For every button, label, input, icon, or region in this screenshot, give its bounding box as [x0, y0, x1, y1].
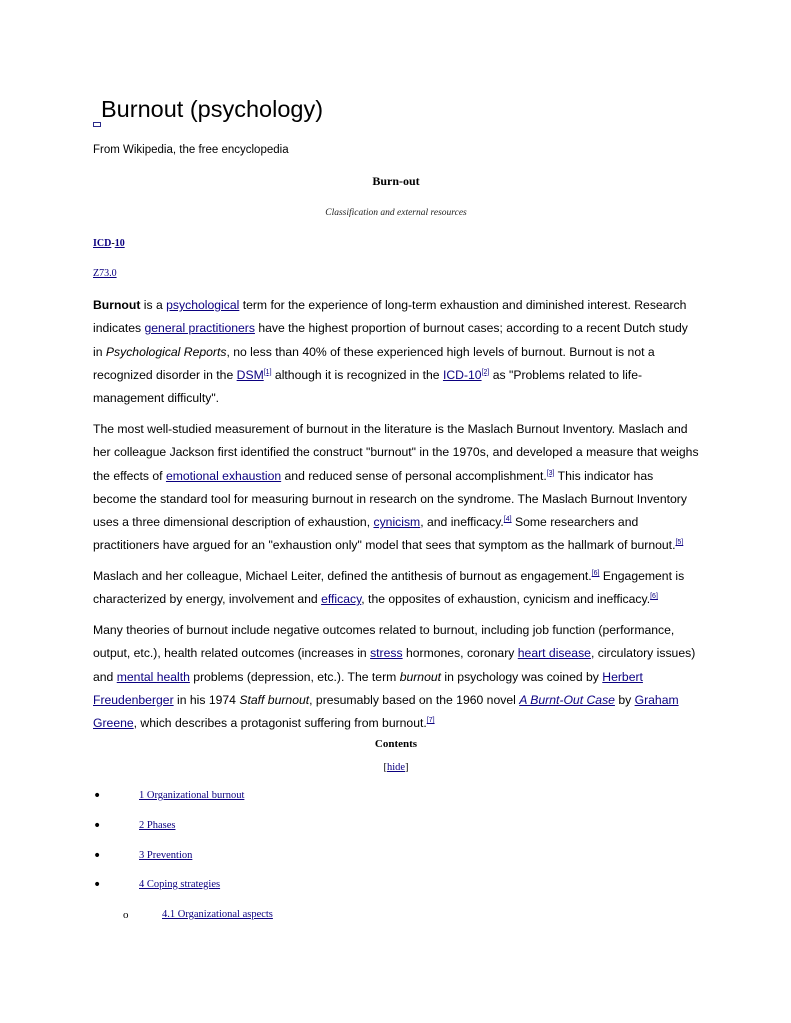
text: as "Problems related to life-management difficulty". [93, 367, 643, 406]
circle-bullet-icon: o [123, 909, 129, 921]
link-herbert-freudenberger[interactable]: Herbert Freudenberger [93, 669, 643, 707]
ref-link[interactable]: [3] [546, 469, 555, 477]
infobox-title: Burn-out [372, 174, 420, 188]
bracket: ] [405, 762, 409, 773]
link-efficacy[interactable]: efficacy [321, 592, 362, 607]
text: hormones, coronary [402, 646, 518, 661]
paragraph-outcomes [93, 619, 699, 735]
icd-code-link[interactable]: Z73.0 [93, 268, 117, 279]
link-a-burnt-out-case[interactable]: A Burnt-Out Case [519, 692, 615, 707]
toc-hide-link[interactable]: hide [386, 762, 406, 773]
ref-link[interactable]: [7] [426, 717, 435, 725]
ref-link[interactable]: [5] [675, 539, 684, 547]
text: Engagement is characterized by energy, involvement and [93, 569, 685, 607]
text: , which describes a protagonist suffering from burnout. [133, 716, 427, 731]
link-icd-10[interactable]: ICD-10 [442, 367, 482, 382]
link-mental-health[interactable]: mental health [116, 669, 190, 684]
reference-1 [264, 369, 272, 376]
tagline: From Wikipedia, the free encyclopedia [93, 144, 289, 156]
text: is a [140, 298, 167, 312]
toc-link-organizational-aspects[interactable]: 4.1 Organizational aspects [162, 909, 273, 920]
icd-separator: - [111, 238, 115, 249]
text: , presumably based on the 1960 novel [309, 692, 520, 707]
text: in psychology was coined by [441, 669, 603, 684]
ref-link[interactable]: [2] [481, 368, 490, 376]
text: in his 1974 [173, 692, 240, 707]
text: although it is recognized in the [271, 367, 443, 382]
toc-link-prevention[interactable]: 3 Prevention [139, 850, 193, 861]
toc-link-phases[interactable]: 2 Phases [139, 820, 176, 831]
toc-title: Contents [374, 738, 418, 750]
italic-text: Psychological Reports [105, 344, 227, 359]
icd-code [93, 268, 117, 279]
ref-link[interactable]: [6] [650, 593, 658, 601]
toc-item [93, 790, 393, 806]
text: Some researchers and practitioners have argued for an "exhaustion only" model that sees that symptom as the hallmark of burnout. [93, 515, 676, 553]
bullet-icon: • [93, 788, 102, 804]
italic-text: Staff burnout [239, 692, 310, 707]
link-heart-disease[interactable]: heart disease [517, 646, 591, 661]
text: by [614, 692, 635, 707]
link-graham-greene[interactable]: Graham Greene [93, 692, 679, 731]
text: , circulatory issues) and [93, 646, 696, 684]
link-general-practitioners[interactable]: general practitioners [144, 321, 255, 336]
link-cynicism[interactable]: cynicism [373, 515, 421, 530]
reference-6b [650, 593, 658, 600]
toc-subitem [93, 909, 393, 925]
reference-4 [504, 516, 512, 523]
text: The most well-studied measurement of burnout in the literature is the Maslach Burnout Inventory. Maslach and her colleague Jackson first identified the construct "burnout" in the 1970s, and developed a measure that weighs the effects of [93, 422, 699, 483]
text: term for the experience of long-term exhaustion and diminished interest. Research indicates [93, 298, 687, 336]
page-title: Burnout (psychology) [101, 96, 324, 122]
bold-term: Burnout [93, 298, 141, 312]
text: and reduced sense of personal accomplishment. [281, 468, 547, 483]
icd-version-link[interactable]: 10 [114, 238, 125, 249]
paragraph-engagement [93, 565, 699, 612]
text: problems (depression, etc.). The term [189, 669, 400, 684]
icd-link[interactable]: ICD [93, 238, 112, 249]
reference-5 [675, 539, 683, 546]
text: , and inefficacy. [420, 515, 504, 530]
italic-text: burnout [399, 669, 442, 684]
toc-item [93, 879, 393, 895]
text: Many theories of burnout include negative outcomes related to burnout, including job function (performance, output, etc.), health related outcomes (increases in [93, 623, 675, 661]
text: , no less than 40% of these experienced high levels of burnout. Burnout is not a recognized disorder in the [93, 344, 655, 382]
toc-toggle [93, 762, 699, 773]
text: have the highest proportion of burnout cases; according to a recent Dutch study in [93, 321, 688, 359]
link-emotional-exhaustion[interactable]: emotional exhaustion [165, 468, 282, 483]
link-psychological[interactable]: psychological [166, 298, 240, 312]
paragraph-intro [93, 294, 699, 410]
infobox-subtitle: Classification and external resources [325, 208, 467, 218]
link-dsm[interactable]: DSM [236, 367, 264, 382]
bullet-icon: • [93, 818, 102, 834]
link-stress[interactable]: stress [370, 646, 403, 661]
toc-item [93, 820, 393, 836]
ref-link[interactable]: [1] [263, 368, 272, 376]
reference-7 [427, 717, 435, 724]
text: This indicator has become the standard tool for measuring burnout in research on the syndrome. The Maslach Burnout Inventory uses a three dimensional description of exhaustion, [93, 468, 687, 530]
bracket: [ [383, 762, 387, 773]
paragraph-measurement [93, 418, 699, 558]
reference-3 [547, 470, 555, 477]
bullet-icon: • [93, 877, 102, 893]
toc-link-coping-strategies[interactable]: 4 Coping strategies [139, 879, 221, 890]
toc-item [93, 850, 393, 866]
broken-image-icon[interactable] [93, 122, 101, 127]
text: , the opposites of exhaustion, cynicism and inefficacy. [361, 592, 651, 607]
text: Maslach and her colleague, Michael Leiter, defined the antithesis of burnout as engagement. [93, 569, 592, 583]
ref-link[interactable]: [4] [503, 516, 512, 524]
ref-link[interactable]: [6] [591, 570, 600, 577]
icd-label [93, 238, 125, 249]
toc-link-organizational-burnout[interactable]: 1 Organizational burnout [139, 790, 245, 801]
bullet-icon: • [93, 848, 102, 864]
